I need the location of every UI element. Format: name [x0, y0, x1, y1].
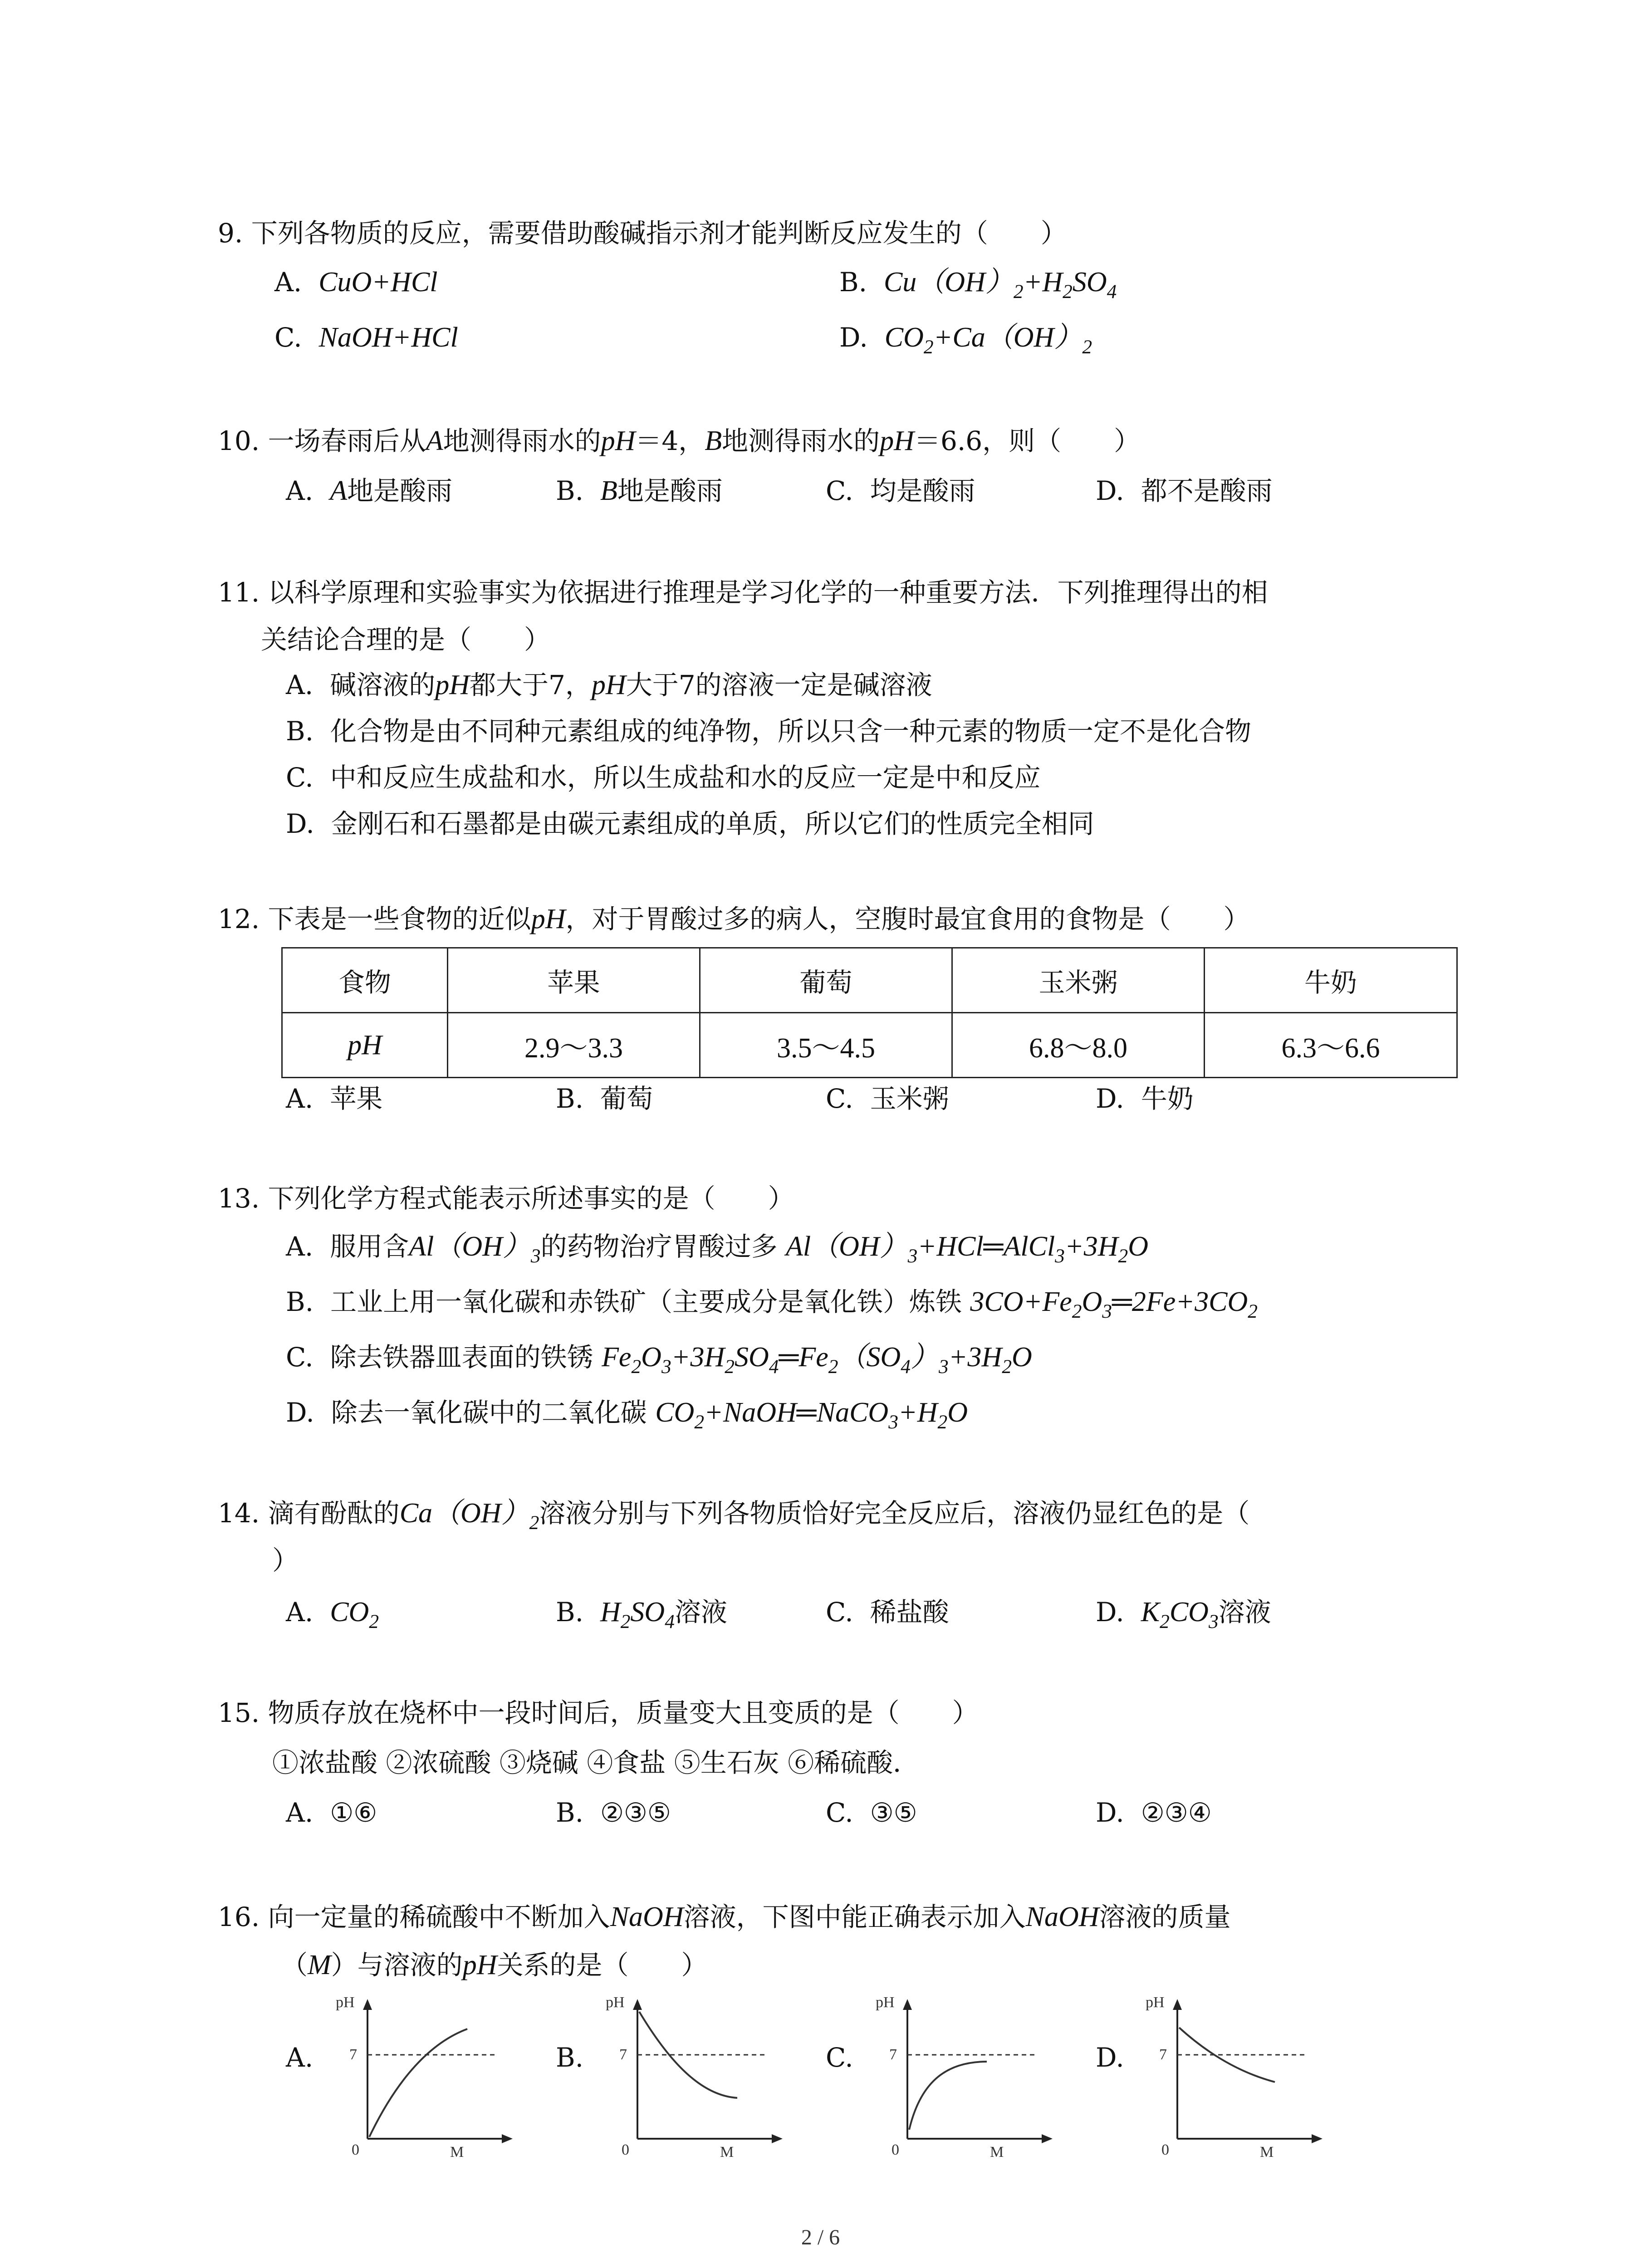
axis-y-label: pH: [1146, 1994, 1165, 2011]
option-label: C.: [274, 322, 302, 353]
graph-d-svg: [1141, 1994, 1332, 2160]
q15-option-c: C. ③⑤: [826, 1797, 917, 1828]
graph-b-svg: [601, 1994, 792, 2160]
q11-stem-line1: 11. 以科学原理和实验事实为依据进行推理是学习化学的一种重要方法．下列推理得出的相: [218, 577, 1268, 608]
origin-label: 0: [892, 2141, 899, 2158]
axis-y-label: pH: [336, 1994, 355, 2011]
q13-option-b: B. 工业上用一氧化碳和赤铁矿（主要成分是氧化铁）炼铁 $3CO+Fe_2O_3═2Fe+3CO_2$: [286, 1286, 1258, 1323]
table-cell: 牛奶: [1205, 948, 1457, 1013]
ref-label: 7: [889, 2046, 897, 2063]
table-cell: 苹果: [448, 948, 700, 1013]
option-label: B.: [839, 267, 867, 298]
q16-stem-line1: 16. 向一定量的稀硫酸中不断加入NaOH溶液，下图中能正确表示加入NaOH溶液的质量: [218, 1901, 1231, 1932]
q11-option-a: A. 碱溶液的pH都大于7，pH大于7的溶液一定是碱溶液: [286, 670, 932, 700]
table-cell: 2.9～3.3: [448, 1013, 700, 1078]
q12-option-a: A. 苹果: [286, 1083, 383, 1114]
q13-stem: 13. 下列化学方程式能表示所述事实的是（ ）: [218, 1183, 794, 1214]
ref-label: 7: [1159, 2046, 1167, 2063]
table-cell: 食物: [282, 948, 448, 1013]
q10-option-d: D. 都不是酸雨: [1096, 475, 1273, 506]
q10-option-c: C. 均是酸雨: [826, 475, 975, 506]
graph-label-a: A.: [286, 2042, 314, 2073]
q14-option-d: D. $K_2CO_3$溶液: [1096, 1597, 1271, 1633]
table-cell: 6.8～8.0: [952, 1013, 1205, 1078]
graph-label-c: C.: [826, 2042, 853, 2073]
q11-option-c: C. 中和反应生成盐和水，所以生成盐和水的反应一定是中和反应: [286, 762, 1041, 793]
table-cell: 3.5～4.5: [700, 1013, 952, 1078]
q11-option-b: B. 化合物是由不同种元素组成的纯净物，所以只含一种元素的物质一定不是化合物: [286, 716, 1251, 747]
graph-label-b: B.: [556, 2042, 584, 2073]
q9-stem: 9. 下列各物质的反应，需要借助酸碱指示剂才能判断反应发生的（ ）: [218, 218, 1067, 249]
table-cell: 葡萄: [700, 948, 952, 1013]
table-header-row: [282, 948, 1457, 1013]
q15-option-d: D. ②③④: [1096, 1797, 1212, 1828]
q9-option-b: [839, 266, 1117, 303]
q14-stem-line2: ）: [272, 1545, 299, 1576]
q11-option-d: D. 金刚石和石墨都是由碳元素组成的单质，所以它们的性质完全相同: [286, 808, 1094, 839]
q12-option-d: D. 牛奶: [1096, 1083, 1194, 1114]
q13-option-c: C. 除去铁器皿表面的铁锈 $Fe_2O_3+3H_2SO_4═Fe_2(SO_4)_3+3H_2O$: [286, 1342, 1032, 1378]
origin-label: 0: [622, 2141, 629, 2158]
q10-option-b: B. B地是酸雨: [556, 475, 723, 506]
table-cell: pH: [282, 1013, 448, 1078]
table-cell: 玉米粥: [952, 948, 1205, 1013]
formula: $CO_2+Ca(OH)_2$: [884, 322, 1092, 358]
ref-label: 7: [349, 2046, 357, 2063]
ph-table: [281, 947, 1458, 1078]
q12-stem: 12. 下表是一些食物的近似pH，对于胃酸过多的病人，空腹时最宜食用的食物是（ ）: [218, 904, 1250, 934]
origin-label: 0: [352, 2141, 359, 2158]
q14-stem-line1: 14. 滴有酚酞的$Ca(OH)_2$溶液分别与下列各物质恰好完全反应后，溶液仍显红色的是（: [218, 1498, 1250, 1534]
q10-stem: 10. 一场春雨后从A地测得雨水的pH＝4，B地测得雨水的pH＝6.6，则（ ）: [218, 425, 1141, 456]
q9-option-d: [839, 321, 1092, 358]
axis-y-label: pH: [606, 1994, 625, 2011]
graph-c-svg: [871, 1994, 1062, 2160]
graph-a-svg: [331, 1994, 522, 2160]
q9-option-c: [274, 321, 458, 354]
axis-x-label: M: [990, 2144, 1004, 2160]
ref-label: 7: [619, 2046, 627, 2063]
graph-b: [601, 1994, 792, 2160]
option-label: D.: [839, 322, 868, 353]
q12-option-b: B. 葡萄: [556, 1083, 653, 1114]
q15-list: ①浓盐酸 ②浓硫酸 ③烧碱 ④食盐 ⑤生石灰 ⑥稀硫酸．: [272, 1747, 920, 1778]
q16-stem-line2: （M）与溶液的pH关系的是（ ）: [281, 1950, 708, 1980]
axis-x-label: M: [450, 2144, 464, 2160]
q15-option-a: A. ①⑥: [286, 1797, 377, 1828]
q15-stem: 15. 物质存放在烧杯中一段时间后，质量变大且变质的是（ ）: [218, 1697, 979, 1728]
graph-c: [871, 1994, 1062, 2160]
graph-d: [1141, 1994, 1332, 2160]
axis-x-label: M: [720, 2144, 734, 2160]
axis-x-label: M: [1260, 2144, 1274, 2160]
table-cell: 6.3～6.6: [1205, 1013, 1457, 1078]
table-row: [282, 1013, 1457, 1078]
graph-a: [331, 1994, 522, 2160]
q11-stem-line2: 关结论合理的是（ ）: [261, 624, 551, 655]
formula: NaOH+HCl: [318, 322, 458, 353]
formula: CuO+HCl: [318, 267, 438, 298]
origin-label: 0: [1161, 2141, 1169, 2158]
q12-option-c: C. 玉米粥: [826, 1083, 949, 1114]
page-number: 2 / 6: [801, 2225, 840, 2249]
q14-option-a: A. $CO_2$: [286, 1597, 379, 1633]
q14-option-c: C. 稀盐酸: [826, 1597, 949, 1628]
axis-y-label: pH: [876, 1994, 895, 2011]
q13-option-a: A. 服用含$Al(OH)_3$的药物治疗胃酸过多 $Al(OH)_3+HCl═AlCl_3+3H_2O$: [286, 1231, 1148, 1267]
q14-option-b: B. $H_2SO_4$溶液: [556, 1597, 727, 1633]
option-label: A.: [274, 267, 302, 298]
q10-option-a: A. A地是酸雨: [286, 475, 453, 506]
q15-option-b: B. ②③⑤: [556, 1797, 671, 1828]
q9-option-a: [274, 266, 438, 298]
graph-label-d: D.: [1096, 2042, 1124, 2073]
q13-option-d: D. 除去一氧化碳中的二氧化碳 $CO_2+NaOH═NaCO_3+H_2O$: [286, 1397, 968, 1433]
formula: $Cu(OH)_2+H_2SO_4$: [883, 267, 1117, 303]
